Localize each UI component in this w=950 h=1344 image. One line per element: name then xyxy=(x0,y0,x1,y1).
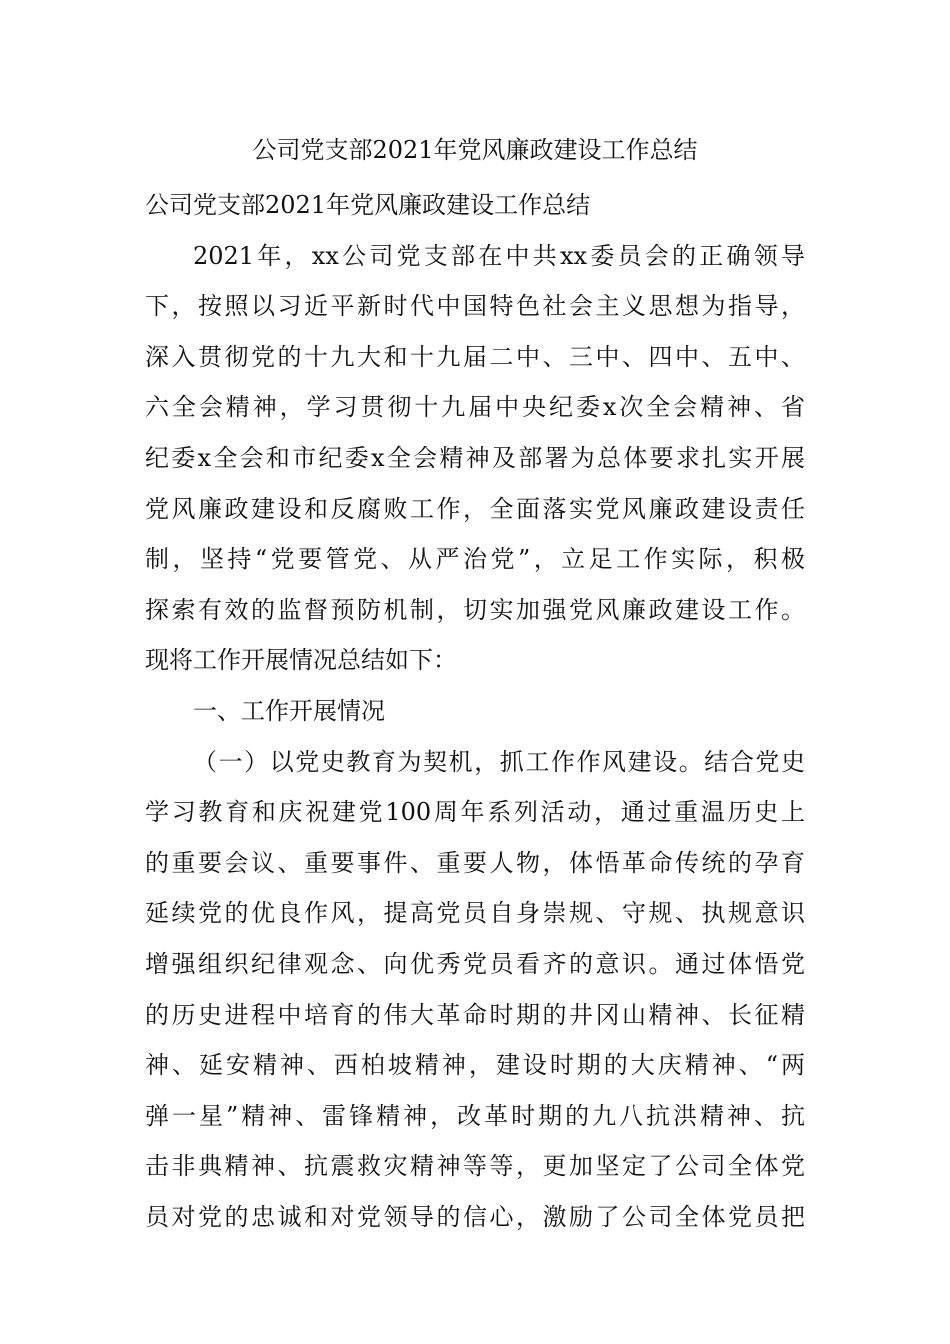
intro-line: 2021年，xx公司党支部在中共xx委员会的正确领导 xyxy=(193,241,805,270)
intro-line: 探索有效的监督预防机制，切实加强党风廉政建设工作。 xyxy=(145,595,805,624)
section-heading: 一、工作开展情况 xyxy=(193,696,385,725)
section-line: 员对党的忠诚和对党领导的信心，激励了公司全体党员把 xyxy=(145,1202,805,1231)
section-line: 的历史进程中培育的伟大革命时期的井冈山精神、长征精 xyxy=(145,1000,805,1029)
section-line: （一）以党史教育为契机，抓工作作风建设。结合党史 xyxy=(193,747,805,776)
section-line: 增强组织纪律观念、向优秀党员看齐的意识。通过体悟党 xyxy=(145,949,805,978)
intro-line: 深入贯彻党的十九大和十九届二中、三中、四中、五中、 xyxy=(145,342,805,371)
intro-line: 六全会精神，学习贯彻十九届中央纪委x次全会精神、省 xyxy=(145,393,805,422)
section-line: 神、延安精神、西柏坡精神，建设时期的大庆精神、“两 xyxy=(145,1051,805,1080)
intro-line: 下，按照以习近平新时代中国特色社会主义思想为指导， xyxy=(145,292,805,321)
section-line: 的重要会议、重要事件、重要人物，体悟革命传统的孕育 xyxy=(145,848,805,877)
document-body xyxy=(145,180,805,1242)
intro-line: 党风廉政建设和反腐败工作，全面落实党风廉政建设责任 xyxy=(145,494,805,523)
intro-line: 纪委x全会和市纪委x全会精神及部署为总体要求扎实开展 xyxy=(145,443,805,472)
document-title: 公司党支部2021年党风廉政建设工作总结 xyxy=(252,136,698,164)
intro-line: 制，坚持“党要管党、从严治党”，立足工作实际，积极 xyxy=(145,545,805,574)
section-line: 学习教育和庆祝建党100周年系列活动，通过重温历史上 xyxy=(145,798,805,827)
section-line: 延续党的优良作风，提高党员自身崇规、守规、执规意识 xyxy=(145,899,805,928)
section-line: 击非典精神、抗震救灾精神等等，更加坚定了公司全体党 xyxy=(145,1152,805,1181)
section-line: 弹一星”精神、雷锋精神，改革时期的九八抗洪精神、抗 xyxy=(145,1101,805,1130)
intro-line: 现将工作开展情况总结如下： xyxy=(145,646,457,675)
document-subtitle: 公司党支部2021年党风廉政建设工作总结 xyxy=(145,191,591,219)
